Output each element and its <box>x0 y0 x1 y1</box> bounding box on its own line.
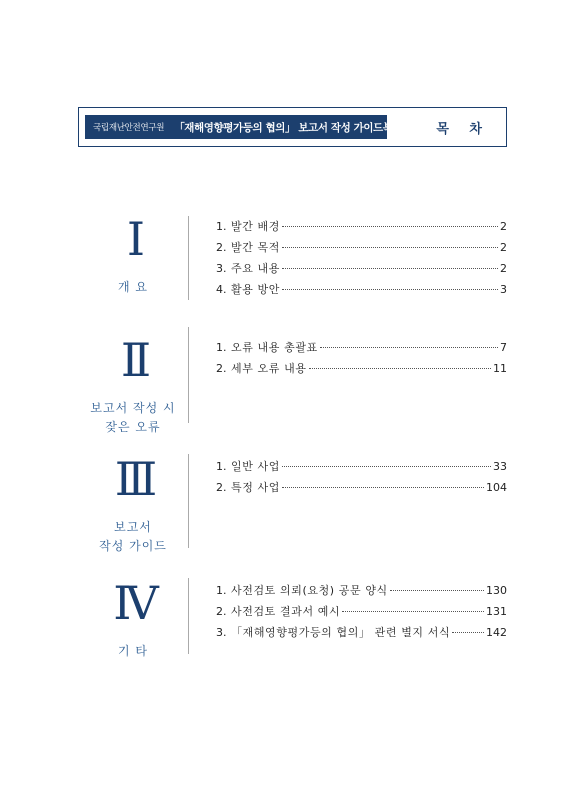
page-number: 130 <box>486 584 507 597</box>
dot-leader <box>282 268 498 269</box>
page-number: 2 <box>500 241 507 254</box>
page-number: 142 <box>486 626 507 639</box>
page-number: 2 <box>500 262 507 275</box>
toc-item[interactable]: 3. 주요 내용 2 <box>216 258 507 279</box>
page-number: 7 <box>500 341 507 354</box>
dot-leader <box>282 487 484 488</box>
page-number: 2 <box>500 220 507 233</box>
section-numeral: II <box>120 333 146 387</box>
dot-leader <box>390 590 484 591</box>
section-heading <box>78 576 188 661</box>
toc-item[interactable]: 4. 활용 방안 3 <box>216 279 507 300</box>
header-org: 국립재난안전연구원 <box>93 123 165 133</box>
page-number: 33 <box>493 460 507 473</box>
toc-item[interactable]: 3. 「재해영향평가등의 협의」 관련 별지 서식 142 <box>216 622 507 643</box>
toc-item[interactable]: 2. 특정 사업 104 <box>216 477 507 498</box>
toc-item-list <box>216 580 507 643</box>
dot-leader <box>342 611 484 612</box>
toc-item[interactable]: 2. 세부 오류 내용 11 <box>216 358 507 379</box>
section-divider <box>188 327 189 423</box>
section-numeral: III <box>114 452 152 506</box>
header-title: 「재해영향평가등의 협의」 보고서 작성 가이드북 <box>174 121 393 134</box>
toc-section-4 <box>78 576 507 658</box>
toc-item[interactable]: 1. 오류 내용 총괄표 7 <box>216 337 507 358</box>
toc-item-list <box>216 337 507 379</box>
toc-item[interactable]: 2. 발간 목적 2 <box>216 237 507 258</box>
document-header <box>78 107 507 147</box>
toc-section-3 <box>78 452 507 553</box>
page-number: 131 <box>486 605 507 618</box>
page-number: 11 <box>493 362 507 375</box>
section-title: 보고서 작성 가이드 <box>99 520 167 553</box>
dot-leader <box>282 247 498 248</box>
page-number: 104 <box>486 481 507 494</box>
header-title-bar <box>85 115 393 139</box>
toc-item[interactable]: 1. 발간 배경 2 <box>216 216 507 237</box>
toc-item-list <box>216 216 507 300</box>
toc-item[interactable]: 2. 사전검토 결과서 예시 131 <box>216 601 507 622</box>
section-divider <box>188 216 189 300</box>
section-title: 보고서 작성 시 잦은 오류 <box>90 401 176 434</box>
toc-item[interactable]: 1. 사전검토 의뢰(요청) 공문 양식 130 <box>216 580 507 601</box>
toc-section-1 <box>78 212 507 300</box>
dot-leader <box>282 289 498 290</box>
section-numeral: I <box>126 212 140 266</box>
dot-leader <box>282 226 498 227</box>
section-title: 개 요 <box>118 280 148 294</box>
header-toc-label: 목 차 <box>436 121 490 137</box>
dot-leader <box>320 347 498 348</box>
section-title: 기 타 <box>118 644 148 658</box>
toc-item[interactable]: 1. 일반 사업 33 <box>216 456 507 477</box>
section-heading <box>78 452 188 556</box>
toc-item-list <box>216 456 507 498</box>
dot-leader <box>309 368 491 369</box>
dot-leader <box>282 466 491 467</box>
dot-leader <box>452 632 484 633</box>
section-heading <box>78 212 188 297</box>
section-divider <box>188 578 189 654</box>
section-heading <box>78 333 188 437</box>
toc-section-2 <box>78 333 507 434</box>
section-divider <box>188 454 189 548</box>
page-number: 3 <box>500 283 507 296</box>
section-numeral: IV <box>113 576 153 630</box>
